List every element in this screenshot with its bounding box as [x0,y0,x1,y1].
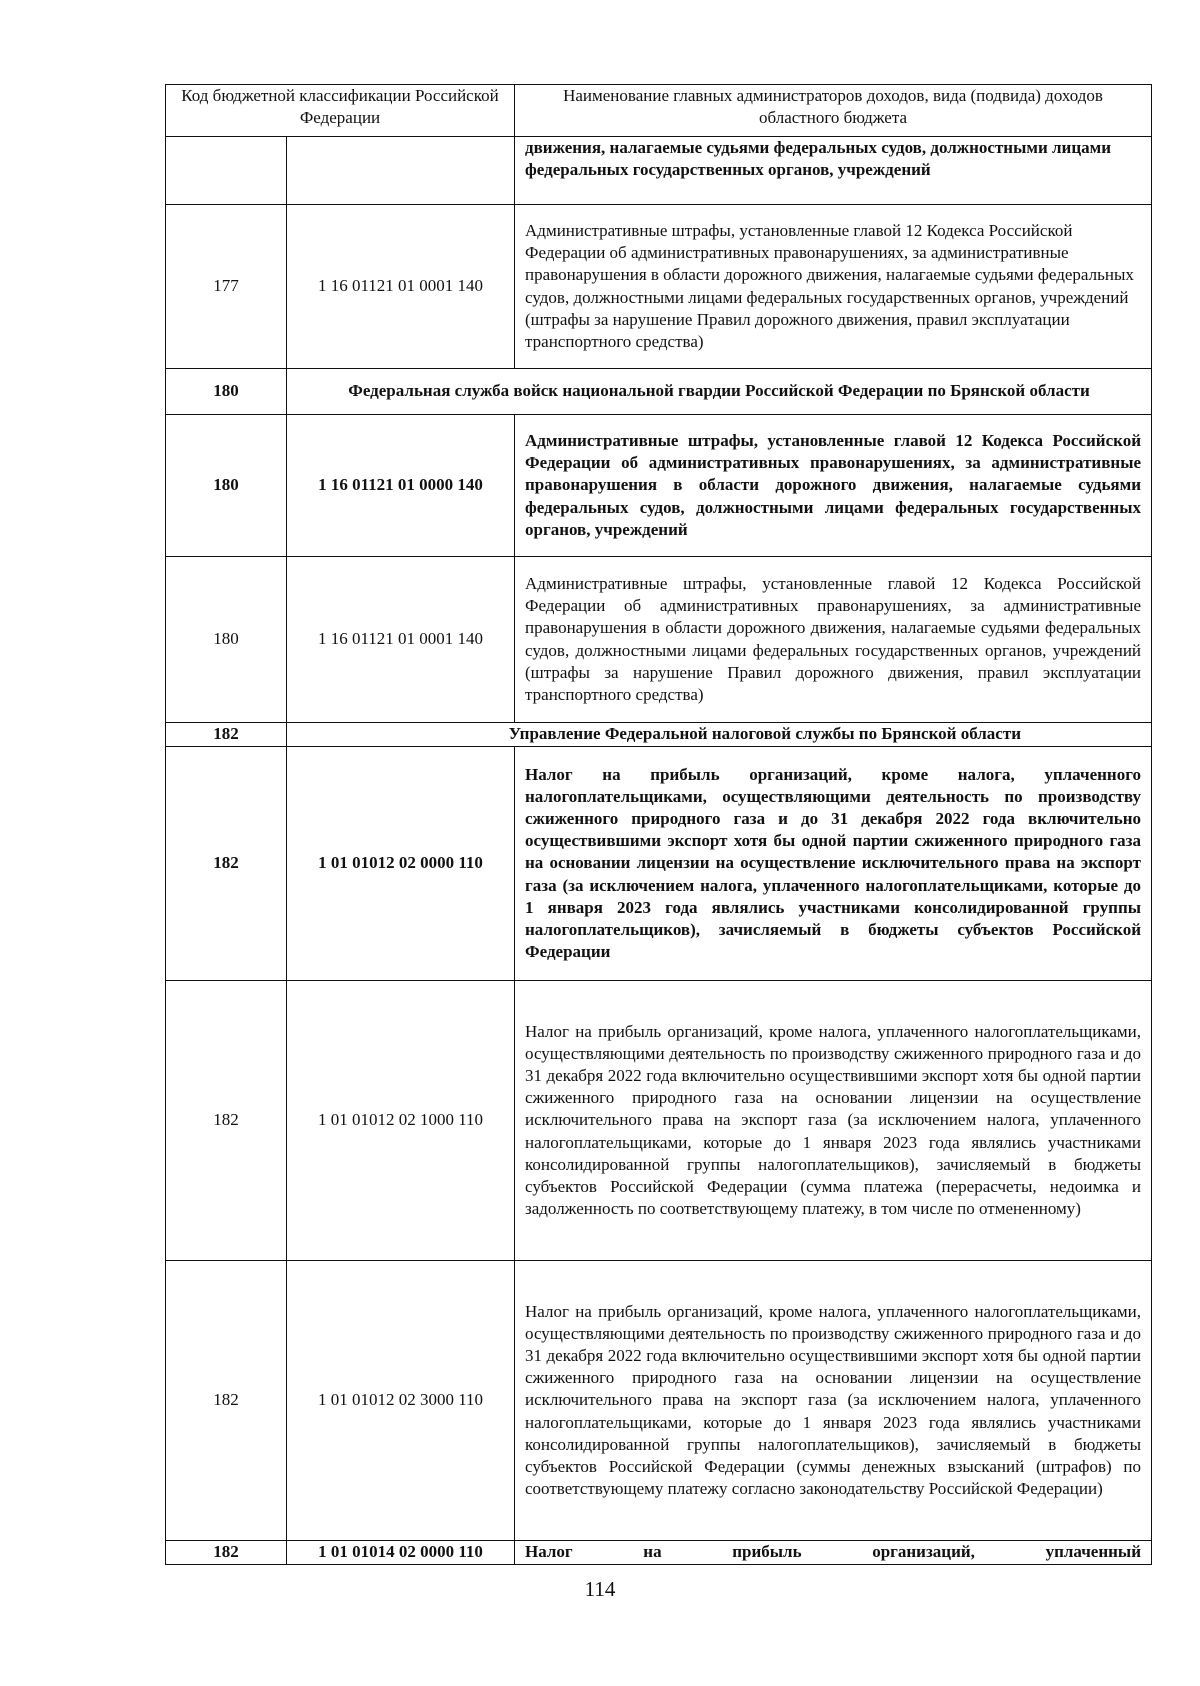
code-cell: 1 16 01121 01 0000 140 [287,415,515,557]
table-row [166,747,1152,981]
admin-cell: 177 [166,205,287,369]
admin-cell: 180 [166,557,287,723]
name-cell: Налог на прибыль организаций, кроме налога, уплаченного налогоплательщиками, осуществляющими деятельность по производству сжиженного природного газа и до 31 декабря 2022 года включительно осуществившими экспорт хотя бы одной партии сжиженного природного газа на основании лицензии на осуществление исключительного права на экспорт газа (за исключением налога, уплаченного налогоплательщиками, которые до 1 января 2023 года являлись участниками консолидированной группы налогоплательщиков), зачисляемый в бюджеты субъектов Российской Федерации (суммы денежных взысканий (штрафов) по соответствующему платежу согласно законодательству Российской Федерации) [515,1261,1152,1541]
code-cell: 1 01 01012 02 3000 110 [287,1261,515,1541]
code-cell: 1 16 01121 01 0001 140 [287,205,515,369]
admin-section-row [166,723,1152,747]
table-header-row [166,85,1152,137]
code-cell: 1 01 01012 02 1000 110 [287,981,515,1261]
name-cell: Налог на прибыль организаций, кроме налога, уплаченного налогоплательщиками, осуществляющими деятельность по производству сжиженного природного газа и до 31 декабря 2022 года включительно осуществившими экспорт хотя бы одной партии сжиженного природного газа на основании лицензии на осуществление исключительного права на экспорт газа (за исключением налога, уплаченного налогоплательщиками, которые до 1 января 2023 года являлись участниками консолидированной группы налогоплательщиков), зачисляемый в бюджеты субъектов Российской Федерации [515,747,1152,981]
table-row [166,1261,1152,1541]
table-row [166,205,1152,369]
page-number: 114 [584,1577,616,1601]
admin-cell [166,137,287,205]
admin-cell: 180 [166,369,287,415]
admin-section-title: Федеральная служба войск национальной гвардии Российской Федерации по Брянской области [287,369,1152,415]
admin-cell: 180 [166,415,287,557]
budget-classification-table [165,84,1151,1565]
table-row [166,981,1152,1261]
admin-cell: 182 [166,1541,287,1565]
header-name: Наименование главных администраторов доходов, вида (подвида) доходов областного бюджета [515,85,1152,137]
code-cell: 1 16 01121 01 0001 140 [287,557,515,723]
header-kbk: Код бюджетной классификации Российской Федерации [166,85,515,137]
admin-cell: 182 [166,723,287,747]
table-row [166,557,1152,723]
code-cell [287,137,515,205]
name-cell: Налог на прибыль организаций, кроме налога, уплаченного налогоплательщиками, осуществляющими деятельность по производству сжиженного природного газа и до 31 декабря 2022 года включительно осуществившими экспорт хотя бы одной партии сжиженного природного газа на основании лицензии на осуществление исключительного права на экспорт газа (за исключением налога, уплаченного налогоплательщиками, которые до 1 января 2023 года являлись участниками консолидированной группы налогоплательщиков), зачисляемый в бюджеты субъектов Российской Федерации (сумма платежа (перерасчеты, недоимка и задолженность по соответствующему платежу, в том числе по отмененному) [515,981,1152,1261]
admin-section-row [166,369,1152,415]
table-row [166,1541,1152,1565]
admin-section-title: Управление Федеральной налоговой службы по Брянской области [287,723,1152,747]
admin-cell: 182 [166,981,287,1261]
name-cell: движения, налагаемые судьями федеральных судов, должностными лицами федеральных государственных органов, учреждений [515,137,1152,205]
name-cell: Налог на прибыль организаций, уплаченный [515,1541,1152,1565]
code-cell: 1 01 01014 02 0000 110 [287,1541,515,1565]
table-row [166,415,1152,557]
admin-cell: 182 [166,747,287,981]
name-cell: Административные штрафы, установленные главой 12 Кодекса Российской Федерации об административных правонарушениях, за административные правонарушения в области дорожного движения, налагаемые судьями федеральных судов, должностными лицами федеральных государственных органов, учреждений (штрафы за нарушение Правил дорожного движения, правил эксплуатации транспортного средства) [515,557,1152,723]
name-cell: Административные штрафы, установленные главой 12 Кодекса Российской Федерации об административных правонарушениях, за административные правонарушения в области дорожного движения, налагаемые судьями федеральных судов, должностными лицами федеральных государственных органов, учреждений (штрафы за нарушение Правил дорожного движения, правил эксплуатации транспортного средства) [515,205,1152,369]
table-row [166,137,1152,205]
code-cell: 1 01 01012 02 0000 110 [287,747,515,981]
name-cell: Административные штрафы, установленные главой 12 Кодекса Российской Федерации об административных правонарушениях, за административные правонарушения в области дорожного движения, налагаемые судьями федеральных судов, должностными лицами федеральных государственных органов, учреждений [515,415,1152,557]
admin-cell: 182 [166,1261,287,1541]
